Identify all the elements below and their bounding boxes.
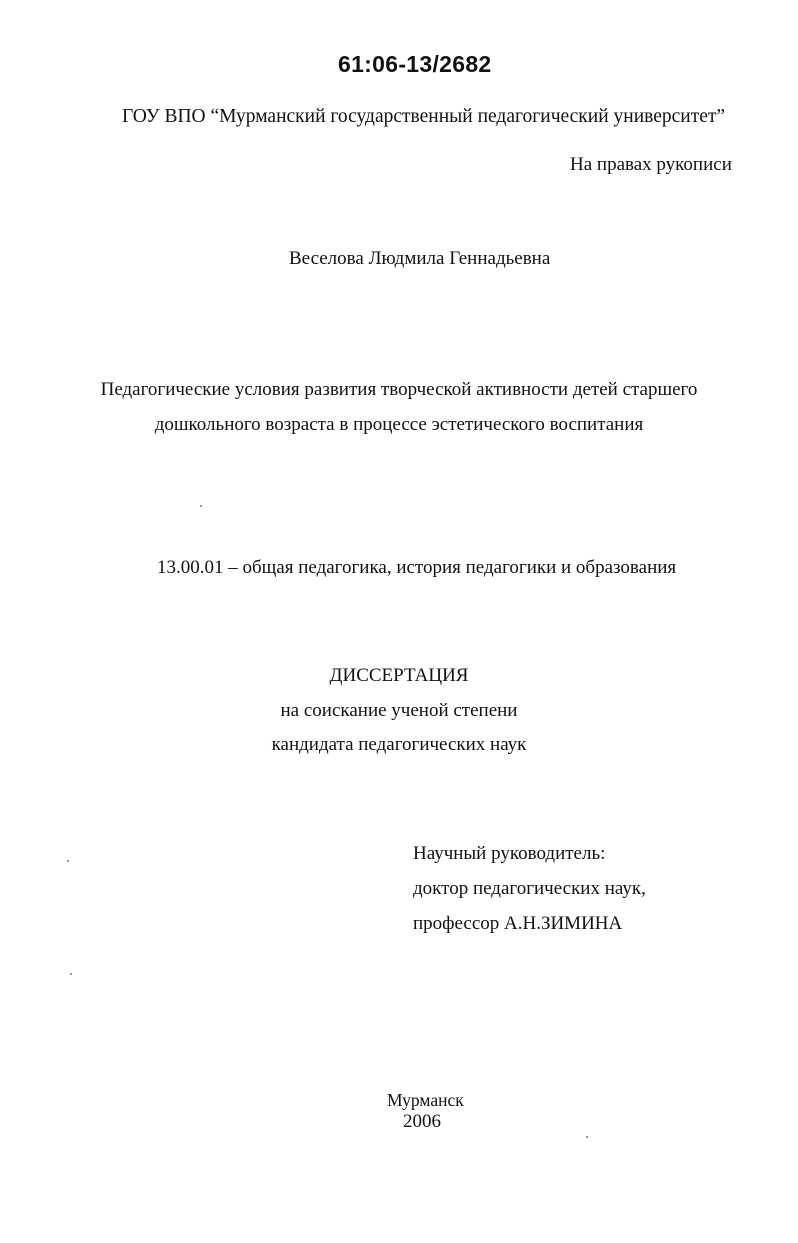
degree-line-2: кандидата педагогических наук [271, 734, 527, 755]
scan-speck [67, 860, 69, 862]
author-name: Веселова Людмила Геннадьевна [289, 248, 551, 269]
specialty: 13.00.01 – общая педагогика, история педагогики и образования [157, 557, 677, 578]
city: Мурманск [387, 1090, 464, 1110]
title-line-2: дошкольного возраста в процессе эстетического воспитания [154, 414, 644, 435]
scan-speck [200, 505, 202, 507]
supervisor-label: Научный руководитель: [413, 843, 606, 864]
degree-line-1: на соискание ученой степени [280, 700, 518, 721]
document-type-heading: ДИССЕРТАЦИЯ [329, 665, 469, 686]
title-line-1: Педагогические условия развития творческой активности детей старшего [100, 379, 698, 400]
catalog-id: 61:06-13/2682 [338, 51, 492, 77]
manuscript-rights: На правах рукописи [570, 154, 732, 175]
year: 2006 [403, 1111, 441, 1132]
institution-name: ГОУ ВПО “Мурманский государственный педагогический университет” [122, 106, 726, 127]
supervisor-degree: доктор педагогических наук, [413, 878, 646, 899]
scan-speck [586, 1136, 588, 1138]
supervisor-name: профессор А.Н.ЗИМИНА [413, 913, 623, 934]
scan-speck [70, 973, 72, 975]
